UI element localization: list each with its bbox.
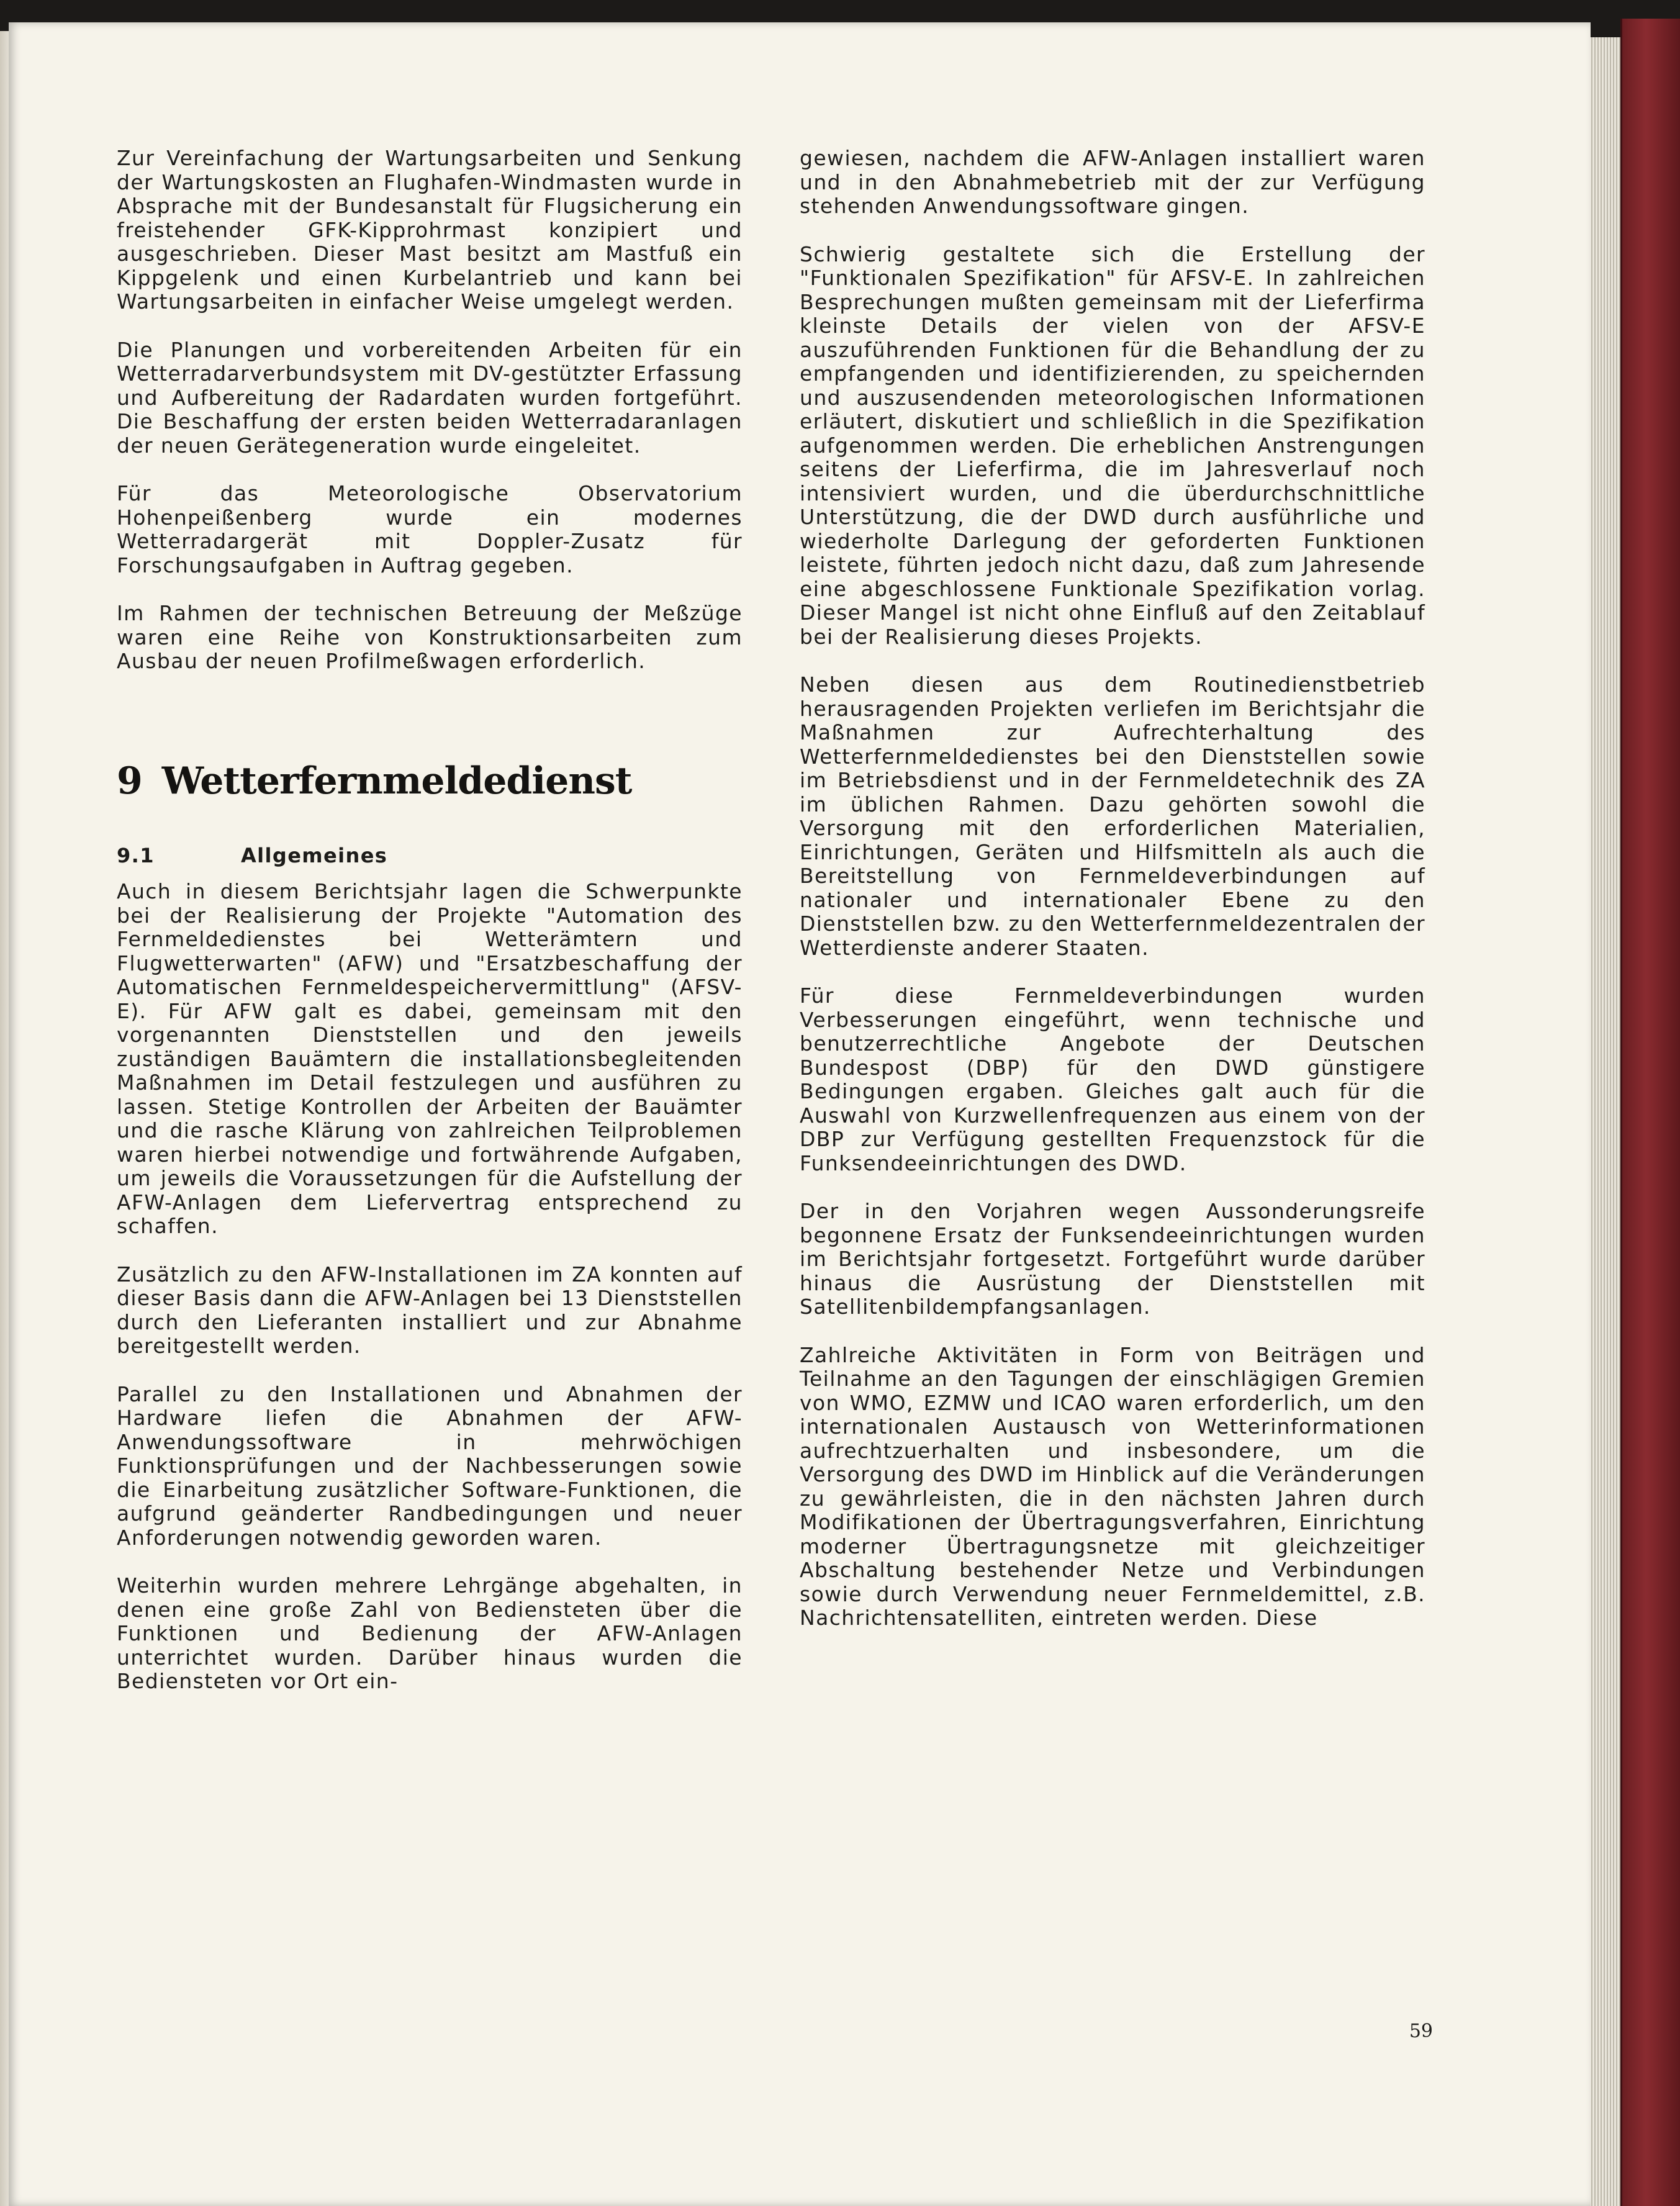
paragraph: Parallel zu den Installationen und Abnahmen der Hardware liefen die Abnahmen der AFW-Anwendungssoftware in mehrwöchigen Funktionsprüfungen und der Nachbesserungen sowie die Einarbeitung zusätzlicher Software-Funktionen, die aufgrund geänderter Randbedingungen und neuer Anforderungen notwendig geworden waren. [117,1381,743,1550]
paragraph: Neben diesen aus dem Routinedienstbetrieb herausragenden Projekten verliefen im Berichtsjahr die Maßnahmen zur Aufrechterhaltung des Wetterfernmeldedienstes bei den Dienststellen sowie im Betriebsdienst und in der Fernmeldetechnik des ZA im üblichen Rahmen. Dazu gehörten sowohl die Versorgung mit den erforderlichen Materialien, Einrichtungen, Geräten und Hilfsmitteln als auch die Bereitstellung von Fernmeldeverbindungen auf nationaler und internationaler Ebene zu den Dienststellen bzw. zu den Wetterfernmeldezentralen der Wetterdienste anderer Staaten. [800,672,1425,960]
section-number: 9.1 [117,843,155,867]
left-column [117,147,743,1718]
chapter-title: Wetterfernmeldedienst [161,759,632,803]
chapter-heading [117,759,743,803]
paragraph: Schwierig gestaltete sich die Erstellung der "Funktionalen Spezifikation" für AFSV-E. In zahlreichen Besprechungen mußten gemeinsam mit der Lieferfirma kleinste Details der vielen von der AFSV-E auszuführenden Funktionen für die Behandlung der zu empfangenden und identifizierenden, zu speichernden und auszusendenden meteorologischen Informationen erläutert, diskutiert und schließlich in die Spezifikation aufgenommen werden. Die erheblichen Anstrengungen seitens der Lieferfirma, die im Jahresverlauf noch intensiviert wurden, und die überdurchschnittliche Unterstützung, die der DWD durch ausführliche und wiederholte Darlegung der geforderten Funktionen leistete, führten jedoch nicht dazu, daß zum Jahresende eine abgeschlossene Funktionale Spezifikation vorlag. Dieser Mangel ist nicht ohne Einfluß auf den Zeitablauf bei der Realisierung dieses Projekts. [800,242,1425,649]
paragraph: Der in den Vorjahren wegen Aussonderungsreife begonnene Ersatz der Funksendeeinrichtungen wurden im Berichtsjahr fortgesetzt. Fortgeführt wurde darüber hinaus die Ausrüstung der Dienststellen mit Satellitenbildempfangsanlagen. [800,1199,1425,1319]
section-heading [117,844,743,868]
paragraph: Für das Meteorologische Observatorium Hohenpeißenberg wurde ein modernes Wetterradargerät mit Doppler-Zusatz für Forschungsaufgaben in Auftrag gegeben. [117,481,743,577]
paragraph: Zusätzlich zu den AFW-Installationen im ZA konnten auf dieser Basis dann die AFW-Anlagen bei 13 Dienststellen durch den Lieferanten installiert und zur Abnahme bereitgestellt werden. [117,1262,743,1358]
paragraph: gewiesen, nachdem die AFW-Anlagen installiert waren und in den Abnahmebetrieb mit der zur Verfügung stehenden Anwendungssoftware gingen. [800,146,1425,218]
section-title: Allgemeines [241,843,388,867]
paragraph: Für diese Fernmeldeverbindungen wurden Verbesserungen eingeführt, wenn technische und benutzerrechtliche Angebote der Deutschen Bundespost (DBP) für den DWD günstigere Bedingungen ergaben. Gleiches galt auch für die Auswahl von Kurzwellenfrequenzen aus einem von der DBP zur Verfügung gestellten Frequenzstock für die Funksendeeinrichtungen des DWD. [800,983,1425,1175]
book-page [9,22,1591,2206]
page-number: 59 [1409,2020,1433,2042]
paragraph: Zur Vereinfachung der Wartungsarbeiten und Senkung der Wartungskosten an Flughafen-Windmasten wurde in Absprache mit der Bundesanstalt für Flugsicherung ein freistehender GFK-Kipprohrmast konzipiert und ausgeschrieben. Dieser Mast besitzt am Mastfuß ein Kippgelenk und einen Kurbelantrieb und kann bei Wartungsarbeiten in einfacher Weise umgelegt werden. [117,146,743,314]
paragraph: Zahlreiche Aktivitäten in Form von Beiträgen und Teilnahme an den Tagungen der einschlägigen Gremien von WMO, EZMW und ICAO waren erforderlich, um den internationalen Austausch von Wetterinformationen aufrechtzuerhalten und insbesondere, um die Versorgung des DWD im Hinblick auf die Veränderungen zu gewährleisten, die in den nächsten Jahren durch Modifikationen der Übertragungsverfahren, Einrichtung moderner Übertragungsnetze mit gleichzeitiger Abschaltung bestehender Netze und Verbindungen sowie durch Verwendung neuer Fernmeldemittel, z.B. Nachrichtensatelliten, eintreten werden. Diese [800,1342,1425,1630]
paragraph: Die Planungen und vorbereitenden Arbeiten für ein Wetterradarverbundsystem mit DV-gestützter Erfassung und Aufbereitung der Radardaten wurden fortgeführt. Die Beschaffung der ersten beiden Wetterradaranlagen der neuen Gerätegeneration wurde eingeleitet. [117,337,743,458]
chapter-number: 9 [117,759,142,803]
right-column [800,147,1425,1655]
paragraph: Weiterhin wurden mehrere Lehrgänge abgehalten, in denen eine große Zahl von Bediensteten über die Funktionen und Bedienung der AFW-Anlagen unterrichtet wurden. Darüber hinaus wurden die Bediensteten vor Ort ein- [117,1573,743,1693]
paragraph: Auch in diesem Berichtsjahr lagen die Schwerpunkte bei der Realisierung der Projekte "Automation des Fernmeldedienstes bei Wetterämtern und Flugwetterwarten" (AFW) und "Ersatzbeschaffung der Automatischen Fernmeldespeichervermittlung" (AFSV-E). Für AFW galt es dabei, gemeinsam mit den vorgenannten Dienststellen und den jeweils zuständigen Bauämtern die installationsbegleitenden Maßnahmen im Detail festzulegen und ausführen zu lassen. Stetige Kontrollen der Arbeiten der Bauämter und die rasche Klärung von zahlreichen Teilproblemen waren hierbei notwendige und fortwährende Aufgaben, um jeweils die Voraussetzungen für die Aufstellung der AFW-Anlagen dem Liefervertrag entsprechend zu schaffen. [117,879,743,1238]
book-cover-edge [1620,19,1680,2206]
paragraph: Im Rahmen der technischen Betreuung der Meßzüge waren eine Reihe von Konstruktionsarbeiten zum Ausbau der neuen Profilmeßwagen erforderlich. [117,601,743,673]
